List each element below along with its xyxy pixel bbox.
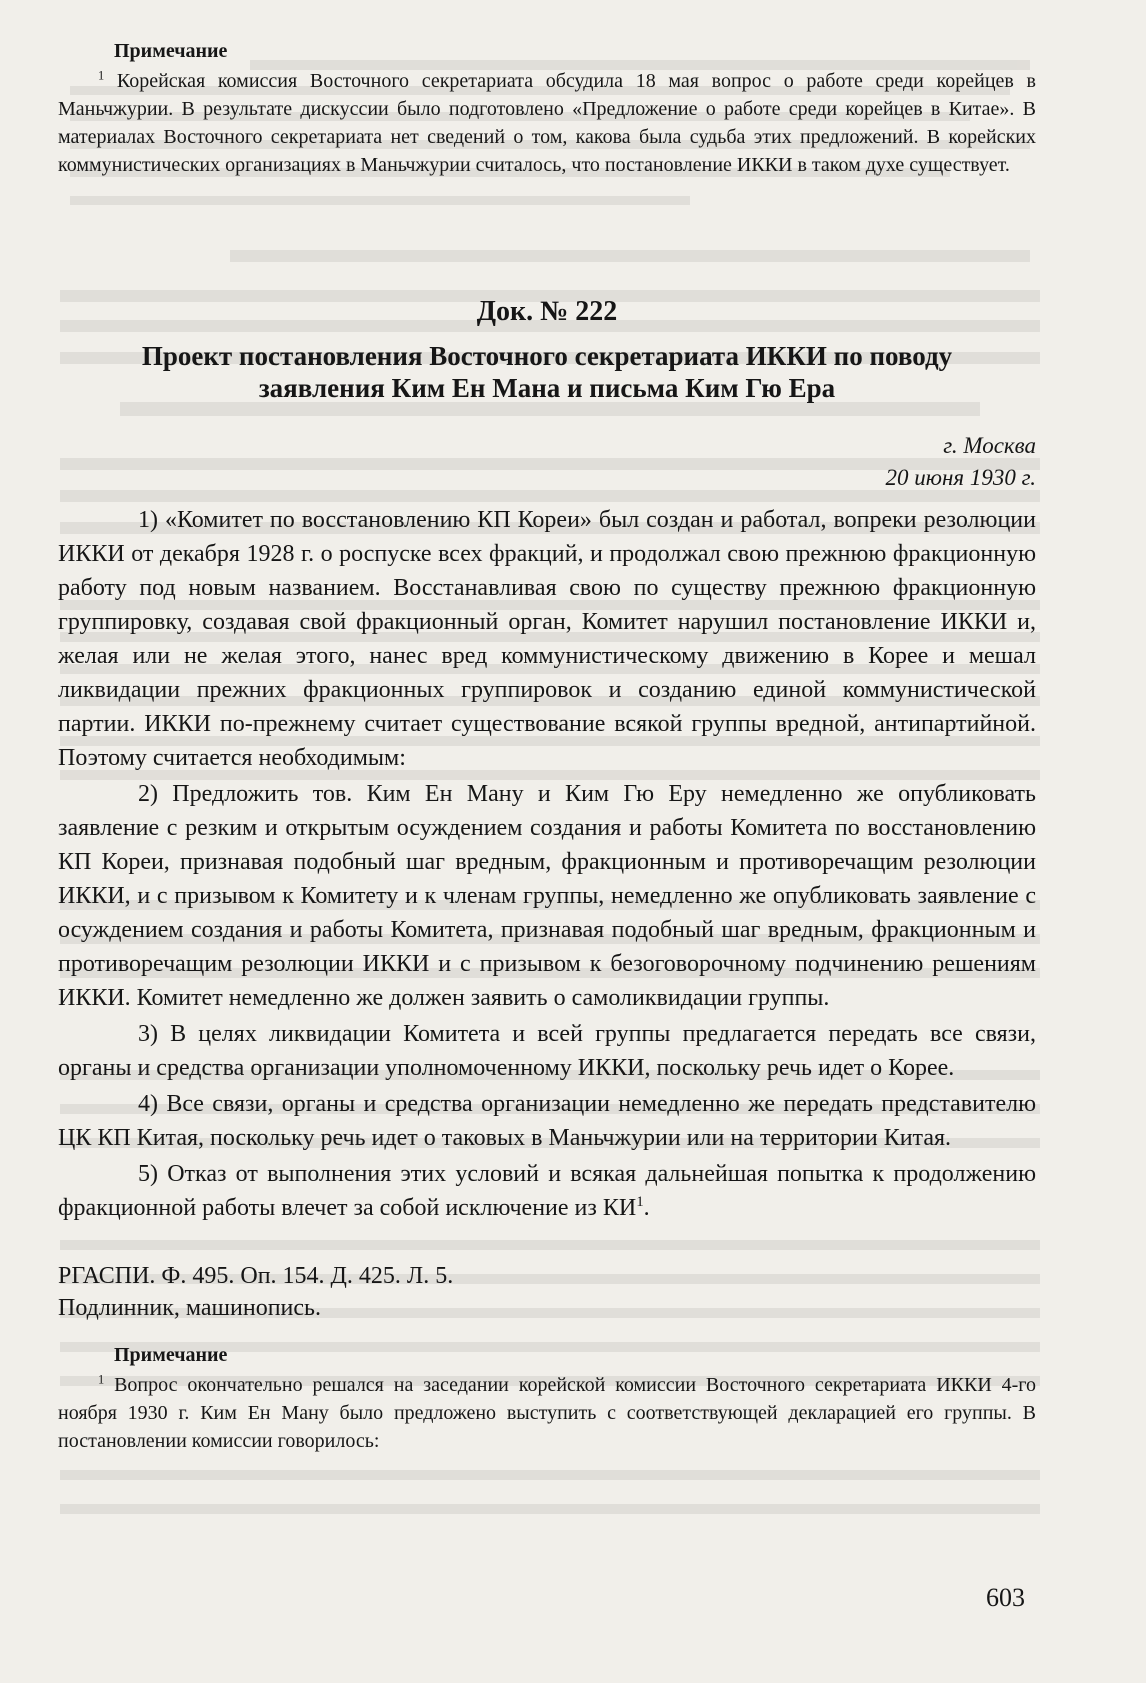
paragraph-3: 3) В целях ликвидации Комитета и всей группы предлагается передать все связи, органы и средства организации уполномоченному ИККИ, поскольку речь идет о Корее. xyxy=(58,1021,1036,1081)
source-type: Подлинник, машинопись. xyxy=(58,1295,321,1321)
document-date: 20 июня 1930 г. xyxy=(885,465,1036,490)
note-top-body: Корейская комиссия Восточного секретариата обсудила 18 мая вопрос о работе среди корейцев в Маньчжурии. В результате дискуссии было подготовлено «Предложение о работе среди корейцев в Китае». В материалах Восточного секретариата нет сведений о том, какова была судьба этих предложений. В корейских коммунистических организациях в Маньчжурии считалось, что постановление ИККИ в таком духе существует. xyxy=(58,70,1036,176)
page-number: 603 xyxy=(986,1583,1025,1612)
paragraph-5-footnote-mark: 1 xyxy=(636,1194,644,1210)
note-bottom-heading: Примечание xyxy=(114,1344,228,1366)
bleed-line xyxy=(60,1240,1040,1250)
note-bottom-footnote-mark: 1 xyxy=(98,1372,105,1387)
paragraph-5 xyxy=(58,1157,1036,1225)
document-title-line-1: Проект постановления Восточного секретариата ИККИ по поводу xyxy=(141,341,953,371)
document-number: Док. № 222 xyxy=(476,296,618,327)
paragraph-5-text: 5) Отказ от выполнения этих условий и всякая дальнейшая попытка к продолжению фракционной работы влечет за собой исключение из КИ xyxy=(58,1161,1036,1221)
paragraph-2: 2) Предложить тов. Ким Ен Ману и Ким Гю Еру немедленно же опубликовать заявление с резким и открытым осуждением создания и работы Комитета по восстановлению КП Кореи, признавая подобный шаг вредным, фракционным и противоречащим резолюции ИККИ, и с призывом к Комитету и к членам группы, немедленно же опубликовать заявление с осуждением создания и работы Комитета, признавая подобный шаг вредным, фракционным и противоречащим резолюции ИККИ и с призывом к безоговорочному подчинению решениям ИККИ. Комитет немедленно же должен заявить о самоликвидации группы. xyxy=(58,781,1036,1011)
bleed-line xyxy=(120,402,980,416)
source-reference xyxy=(58,1260,1036,1324)
document-body xyxy=(58,503,1036,1225)
note-top-heading: Примечание xyxy=(114,40,228,62)
note-bottom-body: Вопрос окончательно решался на заседании корейской комиссии Восточного секретариата ИККИ 4-го ноября 1930 г. Ким Ен Ману было предложено выступить с соответствующей декларацией его группы. В постановлении комиссии говорилось: xyxy=(58,1374,1036,1452)
document-title-line-2: заявления Ким Ен Мана и письма Ким Гю Ера xyxy=(258,373,836,403)
note-bottom-text xyxy=(58,1371,1036,1455)
note-top-text xyxy=(58,67,1036,179)
note-top xyxy=(58,40,1036,179)
bleed-line xyxy=(70,196,690,205)
paragraph-1: 1) «Комитет по восстановлению КП Кореи» был создан и работал, вопреки резолюции ИККИ от декабря 1928 г. о роспуске всех фракций, и продолжал свою прежнюю фракционную работу под новым названием. Восстанавливая свою по существу прежнюю фракционную группировку, создавая свой фракционный орган, Комитет нарушил постановление ИККИ и, желая или не желая этого, нанес вред коммунистическому движению в Корее и мешал ликвидации прежних фракционных группировок и созданию единой коммунистической партии. ИККИ по-прежнему считает существование всякой группы вредной, антипартийной. Поэтому считается необходимым: xyxy=(58,507,1036,771)
note-top-footnote-mark: 1 xyxy=(98,68,105,83)
document-place: г. Москва xyxy=(943,433,1036,458)
document-title xyxy=(58,340,1036,404)
source-archive: РГАСПИ. Ф. 495. Оп. 154. Д. 425. Л. 5. xyxy=(58,1263,454,1289)
bleed-line xyxy=(230,250,1030,262)
bleed-line xyxy=(60,1470,1040,1480)
note-bottom xyxy=(58,1344,1036,1455)
place-date xyxy=(886,430,1037,494)
bleed-line xyxy=(60,1504,1040,1514)
paragraph-5-end: . xyxy=(643,1195,650,1221)
paragraph-4: 4) Все связи, органы и средства организации немедленно же передать представителю ЦК КП Китая, поскольку речь идет о таковых в Маньчжурии или на территории Китая. xyxy=(58,1091,1036,1151)
